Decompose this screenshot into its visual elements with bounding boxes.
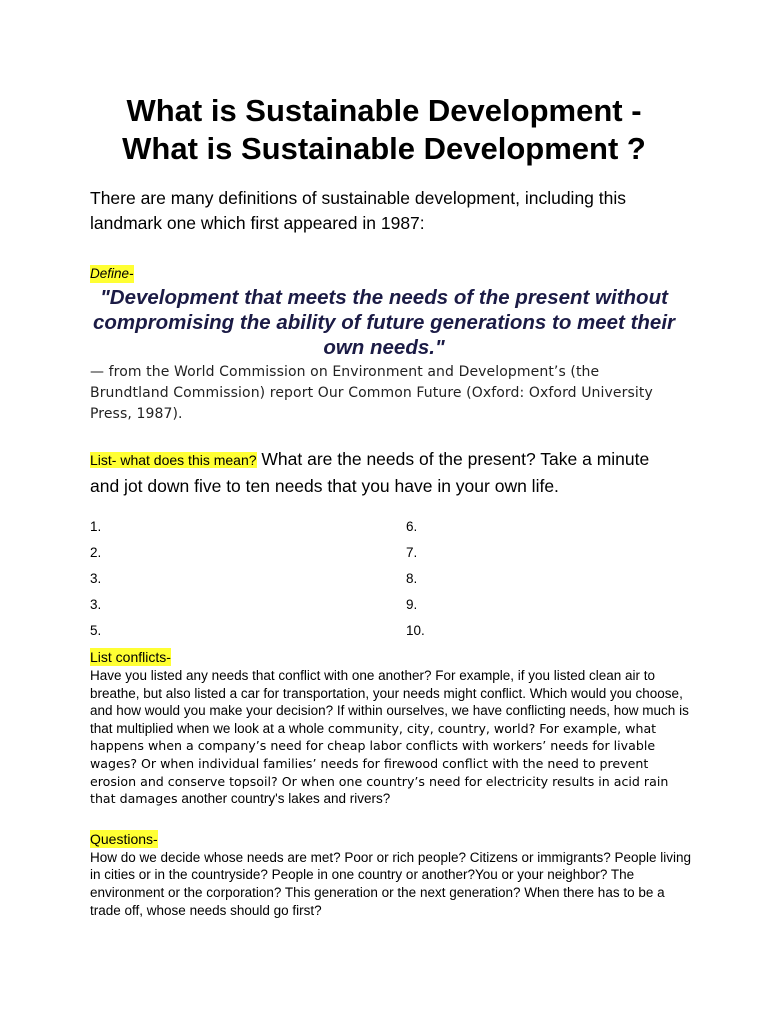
page-title: What is Sustainable Development - What is Sustainable Development ?: [122, 93, 646, 166]
intro-paragraph: There are many definitions of sustainable development, including this landmark one which first appeared in 1987:: [90, 188, 627, 233]
need-number: 6.: [406, 519, 418, 534]
conflicts-section: [90, 648, 689, 808]
list-paragraph: [90, 446, 678, 499]
need-number: 2.: [90, 545, 102, 560]
list-prompt: What are the needs of the present? Take a minute and jot down five to ten needs that you have in your own life.: [90, 449, 650, 496]
definition-quote: "Development that meets the needs of the present without compromising the ability of future generations to meet their own needs.": [92, 286, 676, 359]
conflicts-text-part-2: community, city, country, world? For example, what happens when a company’s need for cheap labor conflicts with workers’ needs for livable wages? Or when individual families’ needs for firewood conflict with the need to prevent erosion and conserve topsoil? Or when one country’s need for electricity results in acid rain that damages: [90, 720, 669, 807]
need-number: 7.: [406, 545, 418, 560]
need-number: 3.: [90, 597, 102, 612]
conflicts-paragraph: [90, 667, 696, 808]
questions-paragraph: How do we decide whose needs are met? Poor or rich people? Citizens or immigrants? People living in cities or in the countryside? People in one country or another?You or your neighbor? The environment or the corporation? This generation or the next generation? When there has to be a trade off, whose needs should go first?: [90, 849, 692, 918]
questions-label: Questions-: [90, 830, 158, 847]
conflicts-text-part-3: another country's lakes and rivers?: [177, 791, 391, 807]
need-number: 8.: [406, 571, 418, 586]
need-number: 1.: [90, 519, 102, 534]
needs-column-right: [406, 518, 425, 648]
need-number: 3.: [90, 571, 102, 586]
need-number: 9.: [406, 597, 418, 612]
need-number: 5.: [90, 623, 102, 638]
list-label: List- what does this mean?: [90, 452, 257, 468]
questions-section: [90, 830, 692, 919]
conflicts-text-part-1: Have you listed any needs that conflict with one another? For example, if you listed clean air to breathe, but also listed a car for transportation, your needs might conflict. Which would you choose, and how would you make your decision? If within ourselves, we have conflicting needs, how much is that multiplied when we look at a whole: [90, 668, 689, 736]
conflicts-label: List conflicts-: [90, 649, 171, 665]
need-number: 10.: [406, 623, 425, 638]
needs-column-left: [90, 518, 101, 648]
needs-list: [90, 518, 678, 648]
define-label: Define-: [90, 266, 134, 281]
quote-citation: — from the World Commission on Environment and Development’s (the Brundtland Commission) report Our Common Future (Oxford: Oxford University Press, 1987).: [90, 364, 653, 422]
